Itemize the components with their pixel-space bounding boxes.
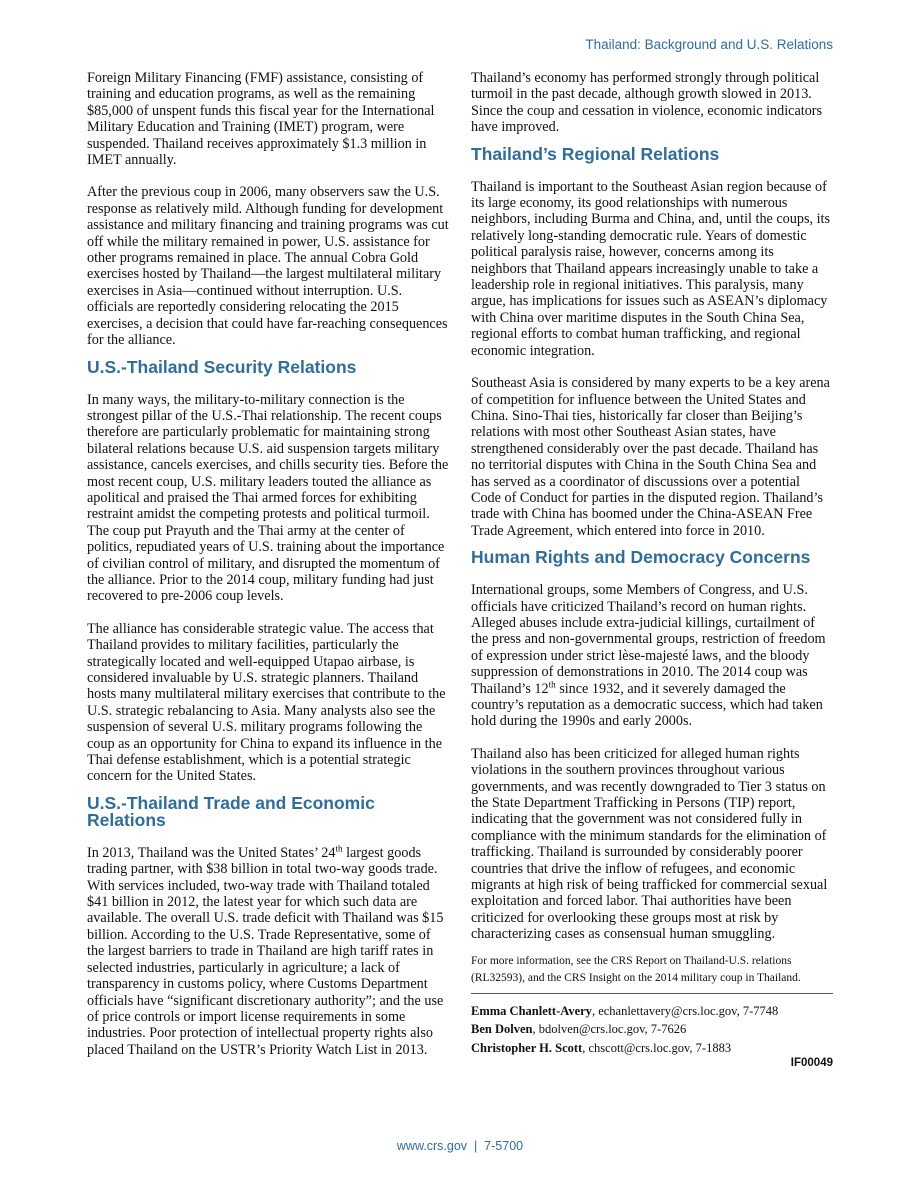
more-info-note: For more information, see the CRS Report on Thailand-U.S. relations (RL32593), and the CRS Insight on the 2014 military coup in Thailand. xyxy=(471,953,833,994)
paragraph-alliance-value: The alliance has considerable strategic value. The access that Thailand provides to military facilities, particularly the strategically located and well-equipped Utapao airbase, is considered invaluable by U.S. strategic planners. Thailand hosts many multilateral military exercises that contribute to the U.S. strategic rebalancing to Asia. Many analysts also see the suspension of several U.S. military programs following the coup as an opportunity for China to expand its influence in the Thai defense establishment, which is a potential strategic concern for the United States. xyxy=(87,620,446,785)
document-id: IF00049 xyxy=(790,1057,833,1070)
heading-security-relations: U.S.-Thailand Security Relations xyxy=(87,356,357,377)
page-footer: www.crs.gov | 7-5700 xyxy=(396,1139,524,1153)
author-entry: Emma Chanlett-Avery, echanlettavery@crs.loc.gov, 7-7748 xyxy=(471,1003,779,1018)
paragraph-us-china-competition: Southeast Asia is considered by many experts to be a key arena of competition for influence between the United States and China. Sino-Thai ties, historically far closer than Beijing’s relations with most other Southeast Asian states, have strengthened considerably over the past decade. Thailand has no territorial disputes with China in the South China Sea and has served as a coordinator of discussions over a potential Code of Conduct for parties in the disputed region. Thailand’s trade with China has boomed under the China-ASEAN Free Trade Agreement, which entered into force in 2010. xyxy=(471,375,830,539)
heading-human-rights: Human Rights and Democracy Concerns xyxy=(471,547,811,568)
heading-regional-relations: Thailand’s Regional Relations xyxy=(471,143,720,164)
author-list xyxy=(471,1002,833,1058)
paragraph-economy: Thailand’s economy has performed strongly through political turmoil in the past decade, although growth slowed in 2013. Since the coup and cessation in violence, economic indicators have improved. xyxy=(471,70,823,136)
left-column xyxy=(87,70,449,1074)
paragraph-2006-coup: After the previous coup in 2006, many observers saw the U.S. response as relatively mild. Although funding for development assistance and military financing and training programs was cut off while the military remained in power, U.S. assistance for other programs remained in place. The annual Cobra Gold exercises hosted by Thailand—the largest multilateral military exercises in Asia—continued without interruption. U.S. officials are reportedly considering relocating the 2015 exercises, a decision that could have far-reaching consequences for the alliance. xyxy=(87,184,449,349)
paragraph-military-connection: In many ways, the military-to-military connection is the strongest pillar of the U.S.-Thai relationship. The recent coups therefore are particularly problematic for maintaining strong bilateral relations because U.S. aid suspension targets military assistance, cancels exercises, and chills security ties. Before the most recent coup, U.S. military leaders touted the alliance as apolitical and praised the Thai armed forces for exhibiting restraint amidst the competing protests and political turmoil. The coup put Prayuth and the Thai army at the center of politics, repudiated years of U.S. training about the importance of civilian control of military, and disrupted the momentum of the alliance. Prior to the 2014 coup, military funding had just recovered to pre-2006 coup levels. xyxy=(87,391,449,605)
author-entry: Ben Dolven, bdolven@crs.loc.gov, 7-7626 xyxy=(471,1022,687,1037)
paragraph-human-rights-record: International groups, some Members of Congress, and U.S. officials have criticized Thailand’s record on human rights. Alleged abuses include extra-judicial killings, curtailment of the press and non-governmental groups, restriction of freedom of expression under strict lèse-majesté laws, and the bloody suppression of demonstrations in 2010. The 2014 coup was Thailand’s 12th since 1932, and it severely damaged the country’s reputation as a democratic success, which had taken hold during the 1990s and early 2000s. xyxy=(471,582,826,730)
heading-trade-relations: U.S.-Thailand Trade and Economic Relations xyxy=(87,792,375,830)
running-header: Thailand: Background and U.S. Relations xyxy=(585,37,833,52)
paragraph-regional-importance: Thailand is important to the Southeast Asian region because of its large economy, its good relationships with numerous neighbors, including Burma and China, and, until the coups, its relatively long-standing democratic rule. Years of domestic political paralysis raise, however, concerns among its neighbors that Thailand appears increasingly unable to take a leadership role in regional initiatives. This paralysis, many argue, has implications for issues such as ASEAN’s diplomacy with China over maritime disputes in the South China Sea, regional efforts to combat human trafficking, and regional economic integration. xyxy=(471,178,830,359)
paragraph-fmf-suspension: Foreign Military Financing (FMF) assistance, consisting of training and education programs, as well as the remaining $85,000 of unspent funds this fiscal year for the International Military Education and Training (IMET) program, were suspended. Thailand receives approximately $1.3 million in IMET annually. xyxy=(87,70,435,169)
right-column xyxy=(471,70,833,1072)
paragraph-trafficking: Thailand also has been criticized for alleged human rights violations in the southern provinces throughout various governments, and was recently downgraded to Tier 3 status on the State Department Trafficking in Persons (TIP) report, indicating that the government was not considered fully in compliance with the minimum standards for the elimination of trafficking. Thailand is surrounded by considerably poorer countries that drive the inflow of refugees, and economic migrants at high risk of being trafficked for commercial sexual exploitation and forced labor. Thai authorities have been criticized for overlooking these groups most at risk by characterizing cases as consensual human smuggling. xyxy=(471,745,828,943)
author-entry: Christopher H. Scott, chscott@crs.loc.gov, 7-1883 xyxy=(471,1040,732,1055)
paragraph-trade: In 2013, Thailand was the United States’ 24th largest goods trading partner, with $38 billion in total two-way goods trade. With services included, two-way trade with Thailand totaled $41 billion in 2012, the latest year for which such data are available. The overall U.S. trade deficit with Thailand was $15 billion. According to the U.S. Trade Representative, some of the largest barriers to trade in Thailand are high tariff rates in selected industries, particularly in agriculture; a lack of transparency in customs policy, where Customs Department officials have “significant discretionary authority”; and the use of price controls or import license requirements in some industries. Poor protection of intellectual property rights also placed Thailand on the USTR’s Priority Watch List in 2013. xyxy=(87,843,444,1058)
